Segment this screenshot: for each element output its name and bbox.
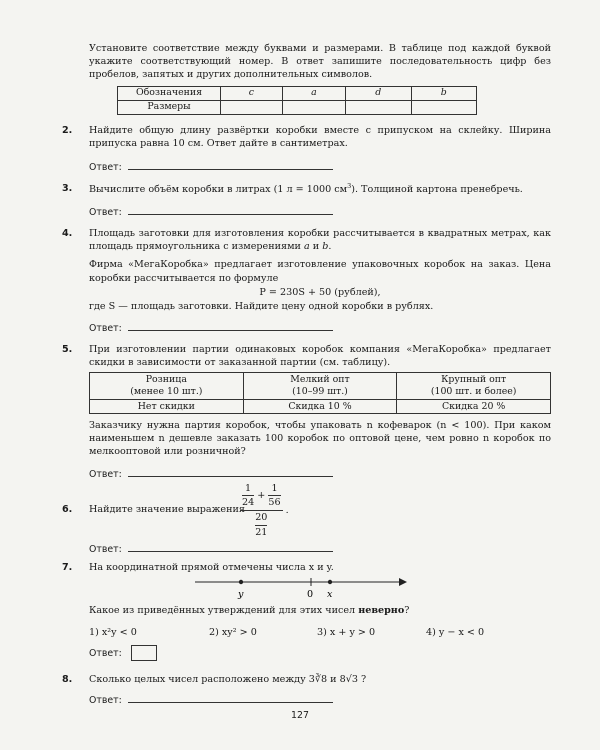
point-y <box>239 580 243 584</box>
q8-text <box>89 673 551 686</box>
match-sizes-label: Размеры <box>118 100 221 114</box>
q6-text <box>89 503 245 516</box>
q6-numerator <box>240 482 283 509</box>
q6-t1-num: 1 <box>245 483 252 494</box>
q2-number: 2. <box>62 125 73 136</box>
q6-frac-2 <box>268 482 280 509</box>
match-table <box>117 86 477 115</box>
discount-small-value: Скидка 10 % <box>243 399 397 414</box>
answer-label: Ответ: <box>89 648 122 659</box>
q8-number: 8. <box>62 674 73 685</box>
q3-text <box>89 182 551 196</box>
match-header-label: Обозначения <box>118 87 221 101</box>
q2-answer <box>89 159 333 175</box>
q4-number: 4. <box>62 228 73 239</box>
q5-answer <box>89 466 333 482</box>
large-title: Крупный опт <box>441 374 507 385</box>
point-x <box>328 580 332 584</box>
q5-text2 <box>89 419 551 459</box>
q2-text <box>89 124 551 150</box>
q7-answer-box[interactable] <box>131 645 157 661</box>
q6-expression <box>240 482 289 539</box>
retail-range: (менее 10 шт.) <box>130 385 203 397</box>
answer-label: Ответ: <box>89 323 122 334</box>
q6-number: 6. <box>62 504 73 515</box>
q4-p1-text: Площадь заготовки для изготовления коробки рассчитывается в квадратных метрах, как площадь прямоугольника с измерениями <box>89 228 551 253</box>
q6-frac-3 <box>255 511 267 538</box>
q3-paragraph <box>89 182 551 196</box>
intro-text <box>89 42 551 82</box>
answer-label: Ответ: <box>89 544 122 555</box>
match-letter-d <box>346 87 411 101</box>
q7-question-bold: неверно <box>358 605 405 616</box>
q4-p1-mid: и <box>309 241 323 253</box>
label-zero: 0 <box>307 589 314 600</box>
q7-question <box>89 604 551 617</box>
q6-t1-den: 24 <box>242 497 255 509</box>
q4-var-a: a <box>303 241 310 253</box>
q5-p1: При изготовлении партии одинаковых коробок компания «МегаКоробка» предлагает скидки в зависимости от заказанной партии (см. таблицу). <box>89 344 551 369</box>
q7-option-3[interactable]: 3) x + y > 0 <box>317 627 376 638</box>
q6-plus: + <box>257 490 266 502</box>
discount-large-value: Скидка 20 % <box>397 399 551 414</box>
q7-question-after: ? <box>404 605 410 616</box>
label-y: y <box>238 589 244 600</box>
q6-answer <box>89 541 333 557</box>
letter-d: d <box>375 87 382 98</box>
match-answer-cell[interactable] <box>346 100 411 114</box>
q4-p1-end: . <box>328 241 332 253</box>
answer-label: Ответ: <box>89 469 122 480</box>
q6-t2-num: 1 <box>271 483 278 494</box>
match-letter-a <box>282 87 345 101</box>
q4-var-b: b <box>322 241 329 253</box>
q2-paragraph: Найдите общую длину развёртки коробки вместе с припуском на склейку. Ширина припуска равна 10 см. Ответ дайте в сантиметрах. <box>89 125 551 150</box>
answer-line[interactable] <box>128 159 333 170</box>
q7-answer <box>89 648 122 661</box>
q6-big-fraction <box>240 482 283 539</box>
discount-table <box>89 372 551 414</box>
match-letter-b <box>411 87 477 101</box>
match-answer-cell[interactable] <box>411 100 477 114</box>
answer-label: Ответ: <box>89 162 122 173</box>
discount-header-large <box>397 373 551 400</box>
q7-question-paragraph <box>89 604 551 617</box>
q6-dot: . <box>285 504 289 516</box>
q5-text <box>89 343 551 369</box>
answer-line[interactable] <box>128 320 333 331</box>
answer-line[interactable] <box>128 204 333 215</box>
match-answer-cell[interactable] <box>282 100 345 114</box>
intro-paragraph: Установите соответствие между буквами и размерами. В таблице под каждой буквой укажите соответствующий номер. В ответ запишите последовательность цифр без пробелов, запятых и других дополнительных символов. <box>89 43 551 81</box>
q7-paragraph: На координатной прямой отмечены числа x и y. <box>89 562 334 573</box>
q7-number: 7. <box>62 562 73 573</box>
q3-text-after: ). Толщиной картона пренебречь. <box>351 184 523 196</box>
q7-option-1[interactable]: 1) x²y < 0 <box>89 627 137 638</box>
match-letter-c <box>221 87 283 101</box>
q8-paragraph: Сколько целых чисел расположено между 3∛8 и 8√3 ? <box>89 674 367 685</box>
q7-option-4[interactable]: 4) y − x < 0 <box>426 627 485 638</box>
q4-p2: Фирма «МегаКоробка» предлагает изготовление упаковочных коробок на заказ. Цена коробки рассчитывается по формуле <box>89 259 551 284</box>
letter-a: a <box>311 87 317 98</box>
discount-header-retail <box>90 373 244 400</box>
answer-label: Ответ: <box>89 695 122 706</box>
number-line <box>195 574 407 600</box>
q6-frac-1 <box>242 482 254 509</box>
discount-header-small <box>243 373 397 400</box>
q6-denominator <box>240 510 283 538</box>
q6-den-num: 20 <box>255 512 268 524</box>
q5-number: 5. <box>62 344 73 355</box>
q3-text-before: Вычислите объём коробки в литрах (1 л = 1000 см <box>89 184 348 196</box>
answer-line[interactable] <box>128 541 333 552</box>
q7-text <box>89 561 551 574</box>
q7-question-before: Какое из приведённых утверждений для этих чисел <box>89 605 359 616</box>
page-number: 127 <box>291 710 309 721</box>
letter-b: b <box>440 87 447 98</box>
number-line-arrow <box>399 578 407 586</box>
q3-answer <box>89 204 333 220</box>
small-title: Мелкий опт <box>290 374 350 385</box>
q6-den-den: 21 <box>255 526 268 538</box>
q6-t2-den: 56 <box>268 497 281 509</box>
answer-label: Ответ: <box>89 207 122 218</box>
q3-number: 3. <box>62 183 73 194</box>
match-answer-cell[interactable] <box>221 100 283 114</box>
q3-sup: 3 <box>347 182 352 190</box>
q4-formula: P = 230S + 50 (рублей), <box>259 286 381 298</box>
q7-option-2[interactable]: 2) xy² > 0 <box>209 627 257 638</box>
q4-p3: где S — площадь заготовки. Найдите цену одной коробки в рублях. <box>89 301 434 313</box>
letter-c: c <box>248 87 254 98</box>
large-range: (100 шт. и более) <box>430 385 517 397</box>
q8-answer <box>89 692 333 708</box>
label-x: x <box>327 589 333 600</box>
discount-retail-value: Нет скидки <box>90 399 244 414</box>
q5-p2: Заказчику нужна партия коробок, чтобы упаковать n кофеварок (n < 100). При каком наименьшем n дешевле заказать 100 коробок по оптовой цене, чем ровно n коробок по мелкооптовой или розничной? <box>89 420 551 458</box>
q4-p1 <box>89 227 551 253</box>
answer-line[interactable] <box>128 466 333 477</box>
q6-label: Найдите значение выражения <box>89 504 245 515</box>
q4-answer <box>89 320 333 336</box>
retail-title: Розница <box>145 374 187 385</box>
q4-text <box>89 227 551 313</box>
answer-line[interactable] <box>128 692 333 703</box>
small-range: (10–99 шт.) <box>292 385 348 397</box>
